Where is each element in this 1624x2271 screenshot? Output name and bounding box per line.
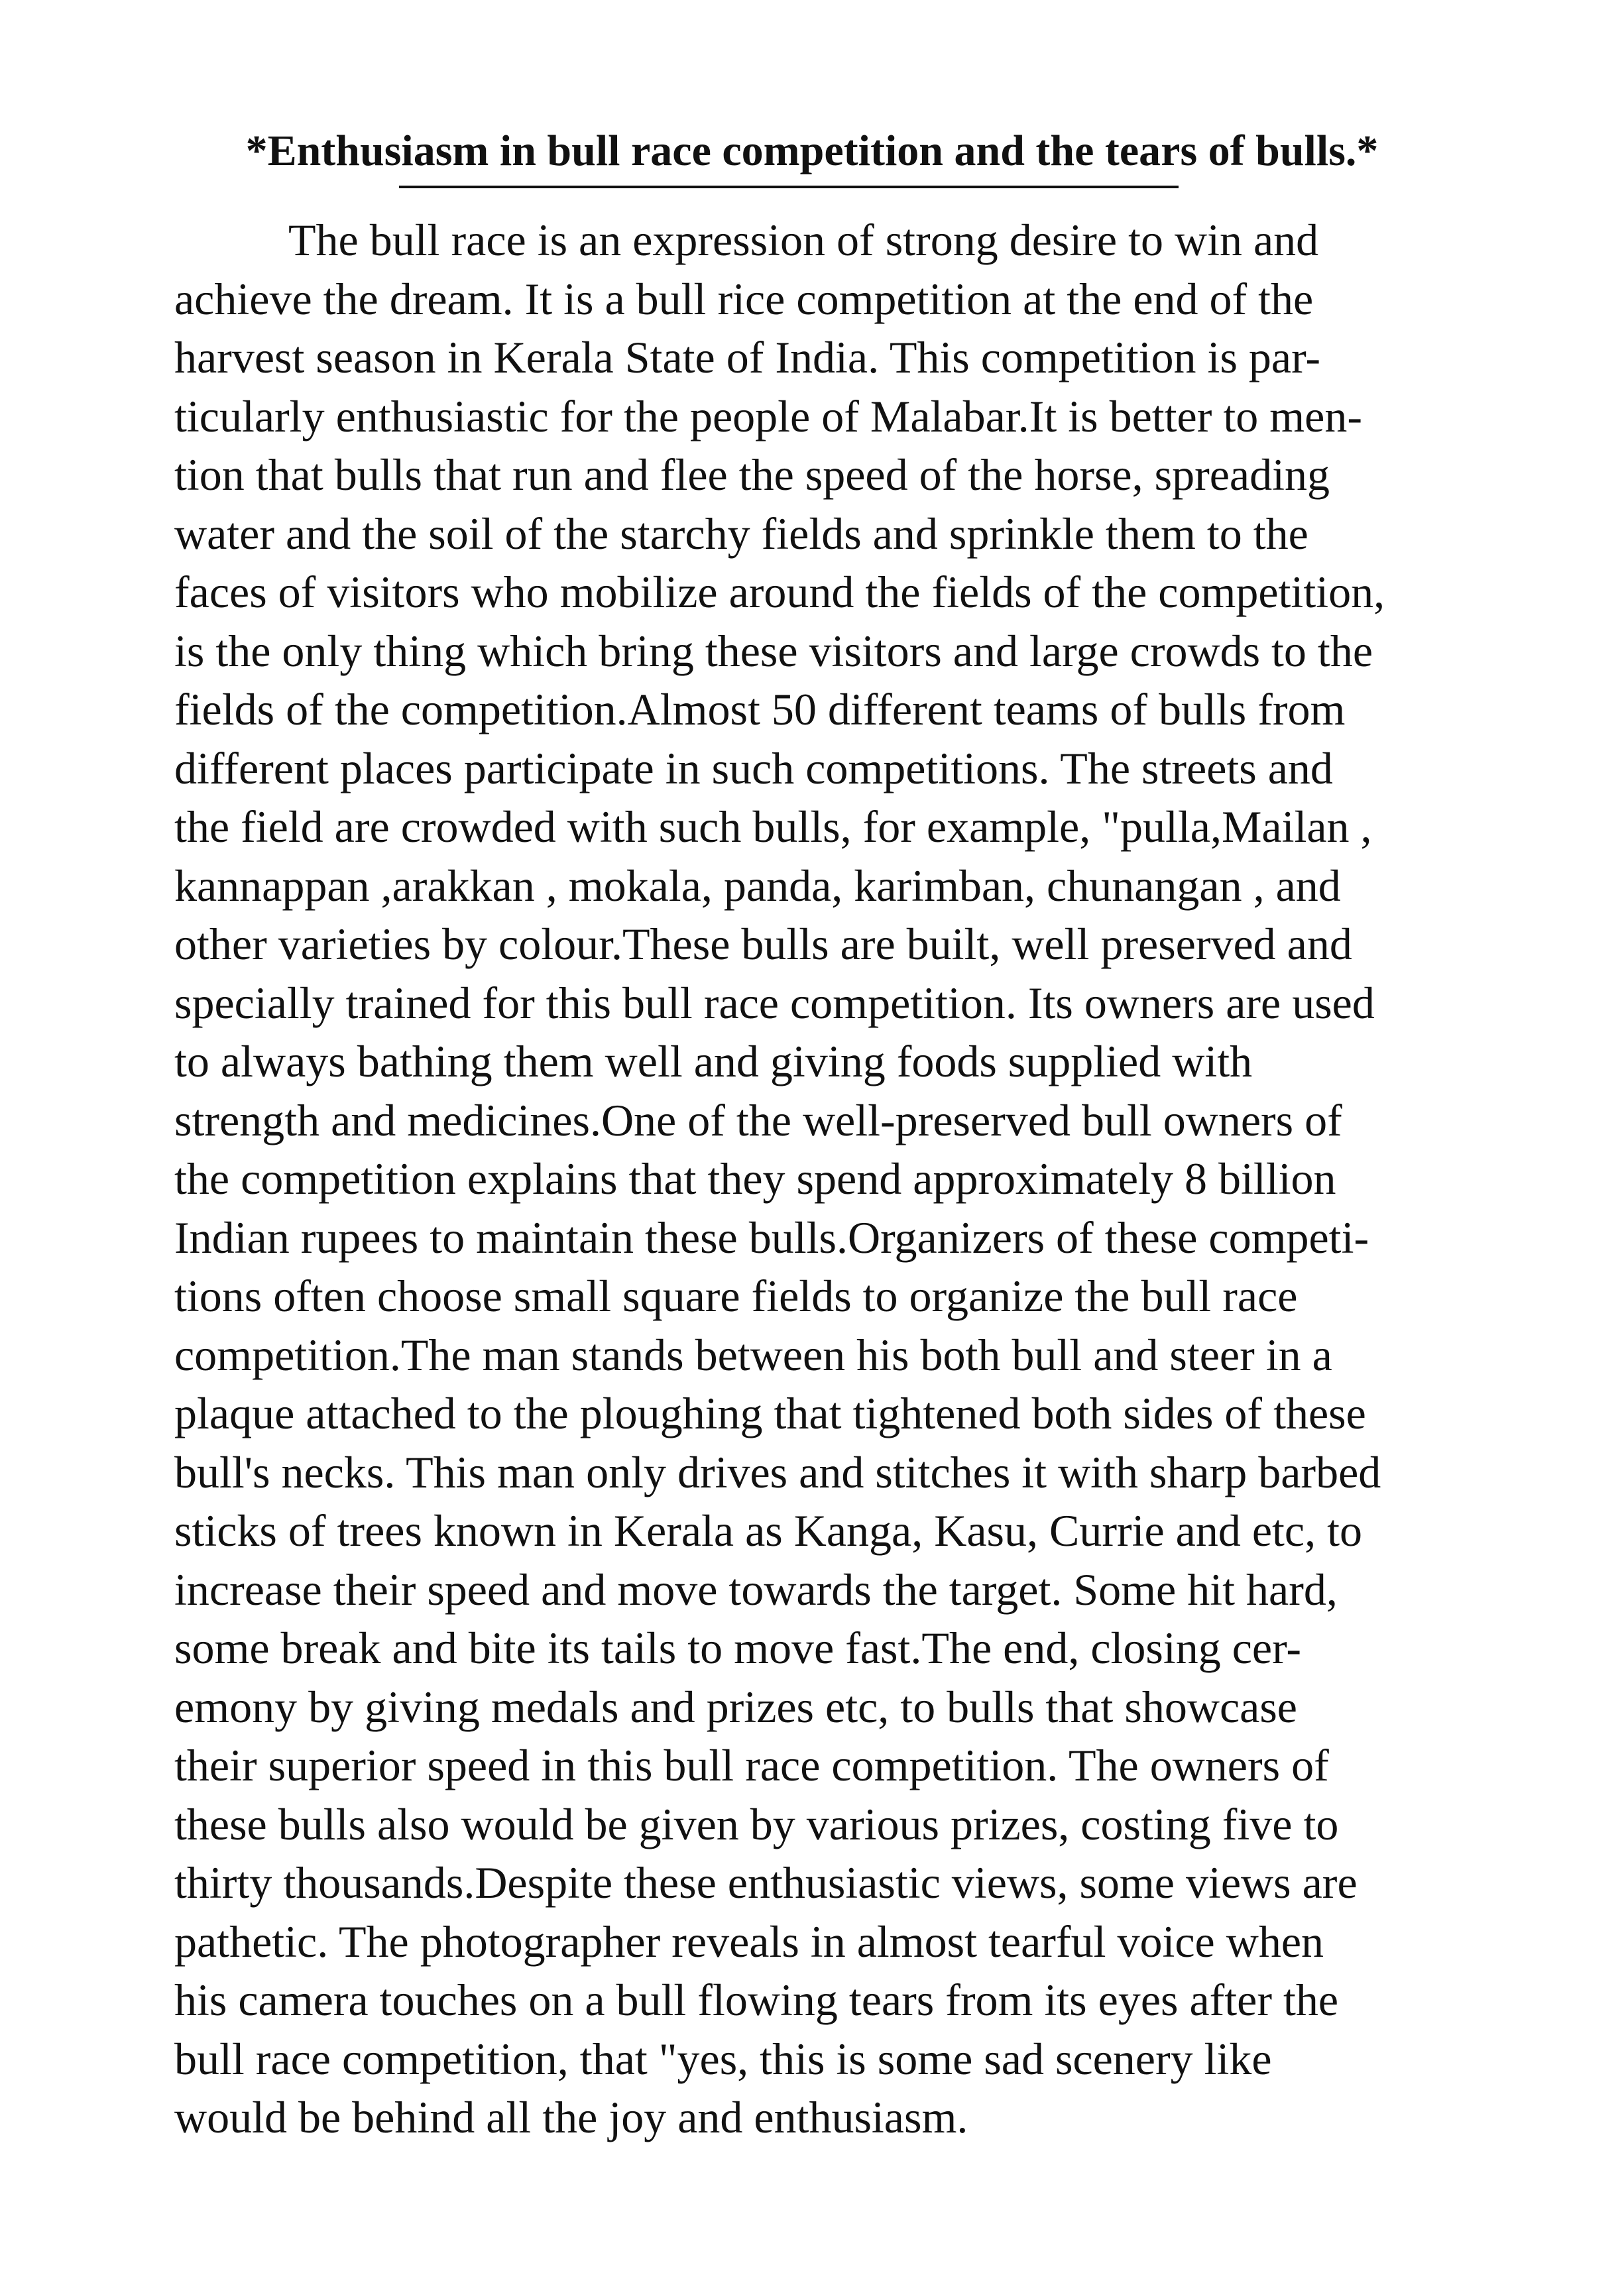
document-title: *Enthusiasm in bull race competition and the tears of bulls.* — [245, 127, 1379, 175]
text-line: thirty thousands.Despite these enthusiastic views, some views are — [174, 1857, 1358, 1908]
text-line: specially trained for this bull race competition. Its owners are used — [174, 977, 1375, 1028]
text-line: different places participate in such competitions. The streets and — [174, 742, 1333, 793]
text-line: bull race competition, that "yes, this is some sad scenery like — [174, 2033, 1272, 2084]
body-paragraph — [174, 211, 1500, 2147]
text-line: kannappan ,arakkan , mokala, panda, karimban, chunangan , and — [174, 860, 1341, 911]
text-line: increase their speed and move towards the target. Some hit hard, — [174, 1564, 1338, 1615]
text-line: water and the soil of the starchy fields and sprinkle them to the — [174, 508, 1308, 559]
text-line: Indian rupees to maintain these bulls.Organizers of these competi- — [174, 1212, 1369, 1263]
text-line: other varieties by colour.These bulls are built, well preserved and — [174, 919, 1352, 969]
title-underline — [399, 186, 1179, 188]
text-line: tions often choose small square fields to organize the bull race — [174, 1271, 1298, 1321]
text-line: sticks of trees known in Kerala as Kanga, Kasu, Currie and etc, to — [174, 1505, 1363, 1556]
text-line: their superior speed in this bull race competition. The owners of — [174, 1740, 1329, 1790]
text-line: faces of visitors who mobilize around the fields of the competition, — [174, 567, 1385, 617]
text-line: tion that bulls that run and flee the speed of the horse, spreading — [174, 449, 1330, 500]
text-line: to always bathing them well and giving foods supplied with — [174, 1036, 1253, 1086]
text-line: is the only thing which bring these visitors and large crowds to the — [174, 625, 1373, 676]
text-line: The bull race is an expression of strong desire to win and — [288, 215, 1319, 265]
text-line: the competition explains that they spend approximately 8 billion — [174, 1153, 1336, 1204]
text-line: achieve the dream. It is a bull rice competition at the end of the — [174, 273, 1314, 324]
text-line: some break and bite its tails to move fast.The end, closing cer- — [174, 1623, 1302, 1673]
text-line: harvest season in Kerala State of India. This competition is par- — [174, 332, 1321, 382]
text-line: pathetic. The photographer reveals in almost tearful voice when — [174, 1916, 1324, 1967]
text-line: plaque attached to the ploughing that tightened both sides of these — [174, 1388, 1366, 1438]
text-line: these bulls also would be given by various prizes, costing five to — [174, 1798, 1339, 1849]
text-line: competition.The man stands between his both bull and steer in a — [174, 1329, 1332, 1380]
text-line: strength and medicines.One of the well-preserved bull owners of — [174, 1094, 1342, 1145]
text-line: ticularly enthusiastic for the people of Malabar.It is better to men- — [174, 390, 1362, 441]
text-line: fields of the competition.Almost 50 different teams of bulls from — [174, 684, 1346, 734]
text-line: his camera touches on a bull flowing tears from its eyes after the — [174, 1975, 1339, 2025]
text-line: would be behind all the joy and enthusiasm. — [174, 2092, 968, 2142]
text-line: bull's necks. This man only drives and stitches it with sharp barbed — [174, 1446, 1381, 1497]
text-line: emony by giving medals and prizes etc, to bulls that showcase — [174, 1681, 1297, 1732]
text-line: the field are crowded with such bulls, for example, "pulla,Mailan , — [174, 801, 1372, 852]
